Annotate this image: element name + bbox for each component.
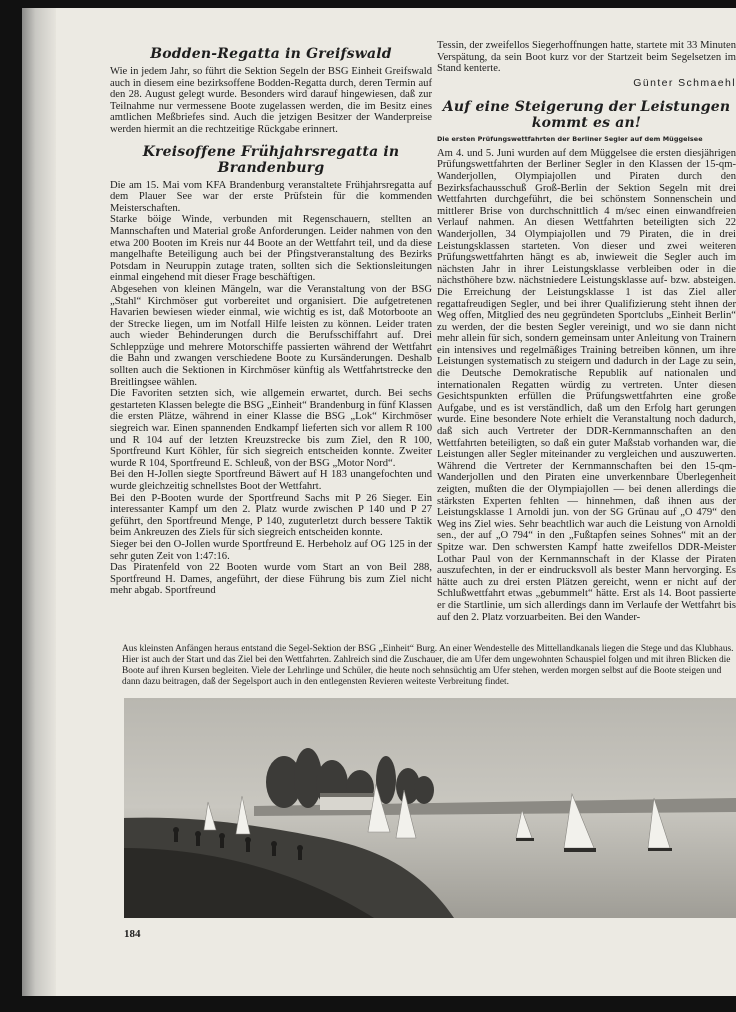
article-body-bodden-regatta: Wie in jedem Jahr, so führt die Sektion Segeln der BSG Einheit Greifswald auch in diesem eine bezirksoffene Bodden-Regatta durch, deren Termin auf den 28. August gelegt wurde. Besonders wird darauf hingewiesen, daß zur Teilnahme nur vermessene Boote zugelassen werden, die im Besitz eines amtlichen Meßbriefes sind. Auch die jetzigen Besitzer der Wanderpreise werden hiermit an die rechtzeitige Rückgabe erinnert. xyxy=(110,66,432,135)
article-headline-steigerung: Auf eine Steigerung der Leistungen kommt es an! xyxy=(442,98,731,131)
left-column xyxy=(110,40,432,597)
photo-caption: Aus kleinsten Anfängen heraus entstand die Segel-Sektion der BSG „Einheit“ Burg. An einer Wendestelle des Mittellandkanals liegen die Stege und das Klubhaus. Hier ist auch der Start und das Ziel bei den Wettfahrten. Zahlreich sind die Zuschauer, die am Ufer dem ungewohnten Schauspiel folgen und mit ihren Blicken die Boote auf ihren Kursen begleiten. Viele der Lehrlinge und Schüler, die heute noch sehnsüchtig am Ufer stehen, werden morgen selbst auf die Boote steigen und dann dazu beitragen, daß der Segelsport auch in den entlegensten Revieren weiteste Verbreitung findet. xyxy=(122,644,734,687)
article-headline-fruehjahrsregatta: Kreisoffene Frühjahrsregatta in Brandenburg xyxy=(142,143,400,176)
article-body-steigerung: Am 4. und 5. Juni wurden auf dem Müggelsee die ersten diesjährigen Prüfungswettfahrten der Berliner Segler in den Klassen der 15-qm-Wanderjollen, Olympiajollen und Piraten durch den Bezirksfachausschuß Groß-Berlin der Sektion Segeln mit drei Wettfahrten durchgeführt, die bei schönstem Sonnenschein und mittlerer Brise von durchschnittlich 4 m/sec einen einwandfreien Verlauf nahmen. An diesen Wettfahrten beteiligten sich 22 Wanderjollen, 34 Olympiajollen und 79 Piraten, die in drei Leistungsklassen starteten. Von dieser und zwei weiteren Prüfungswettfahrten hängt es ab, inwieweit die Segler auch im nächsten Jahr in ihrer Leistungsklasse verbleiben oder in die nächsthöhere bzw. nächstniedere Leistungsklasse auf- bzw. absteigen. Die Erreichung der Leistungsklasse 1 ist das Ziel aller regattafreudigen Segler, und bei ihrer Qualifizierung steht ihnen der Weg offen, Mitglied des neu gegründeten Sportclubs „Einheit Berlin“ zu werden, der die besten Segler vereinigt, und wo sie dann nicht mehr allein für sich, sondern gemeinsam unter Anleitung von Trainern ein intensives und regelmäßiges Training betreiben können, um ihre Leistungen systematisch zu steigern und dadurch in der Lage zu sein, die Deutsche Demokratische Republik auf nationalen und internationalen Regatten würdig zu vertreten. Unter diesen Gesichtspunkten erfüllen die Prüfungswettfahrten eine große Aufgabe, und es ist verständlich, daß um den Erfolg hart gerungen wurde. Eine besondere Note erhielt die Veranstaltung noch dadurch, daß sich auch Vertreter der DDR-Kernmannschaften an den Wettfahrten beteiligten, so daß ein guter Maßstab vorhanden war, die Leistungen aller Segler miteinander zu vergleichen und auszuwerten. Während die Vertreter der Kernmannschaften bei den 15-qm-Wanderjollen und den Piraten eine unverkennbare Überlegenheit zeigten, mußten die der Olympiajollen — bei denen allerdings die stärksten Experten fehlten — hinnehmen, daß ihnen aus der Leistungsklasse 1 Arnoldi jun. von der SG Grünau auf „O 479“ den Weg ins Ziel wies. Sehr beachtlich war auch die Leistung von Arnoldi sen., der auf „O 794“ in den „Fußtapfen seines Sohnes“ mit an der Spitze war. Den schwersten Kampf hatte zweifellos DDR-Meister Lothar Paul von der Kernmannschaft in der Klasse der Piraten auszufechten, in der er eindrucksvoll als bester Mann hervorging. Es hätte auch zu drei ersten Plätzen gereicht, wenn er nicht auf der Schlußwettfahrt etwas „gebummelt“ hätte. Erst als 14. Boot passierte er die Startlinie, um sich allerdings dann im Verlaufe der Wettfahrt bis auf den 2. Platz vorzuarbeiten. Bei den Wander- xyxy=(437,147,736,623)
article-headline-bodden-regatta: Bodden-Regatta in Greifswald xyxy=(150,46,392,62)
sailing-photo-image xyxy=(124,698,736,918)
article-continuation: Tessin, der zweifellos Siegerhoffnungen hatte, startete mit 33 Minuten Verspätung, da sein Boot kurz vor der Startzeit beim Segelsetzen im Stand kenterte. xyxy=(437,40,736,75)
author-signature: Günter Schmaehl xyxy=(633,76,736,89)
article-body-fruehjahrsregatta: Die am 15. Mai vom KFA Brandenburg veranstaltete Frühjahrsregatta auf dem Plauer See war der erste Prüfstein für die kommenden Meisterschaften. Starke böige Winde, verbunden mit Regenschauern, stellten an Mannschaften und Material große Anforderungen. Leider nahmen von den etwa 200 Booten im Kreis nur 44 Boote an der Wettfahrt teil, und da diese mangelhafte Beteiligung auch bei der Pfingstveranstaltung des Bezirks Potsdam in Neuruppin zutage traten, sollten sich die Sektionsleitungen einmal eingehend mit dieser Frage beschäftigen. Abgesehen von kleinen Mängeln, war die Veranstaltung von der BSG „Stahl“ Kirchmöser gut vorbereitet und organisiert. Die aufgetretenen Havarien bewiesen wieder einmal, wie wichtig es ist, daß Motorboote an der Strecke liegen, um im Notfall Hilfe leisten zu können. Leider traten auch wieder Behinderungen durch die Berufsschiffahrt auf. Drei Schleppzüge und mehrere Motorschiffe passierten während der Wettfahrt die Bahn und zwangen verschiedene Boote zu Kursänderungen. Deshalb sollten auch die Sektionen in Kirchmöser künftig als Wettfahrtstrecke den Breitlingsee wählen. Die Favoriten setzten sich, wie allgemein erwartet, durch. Bei sechs gestarteten Klassen belegte die BSG „Einheit“ Brandenburg in fünf Klassen die ersten Plätze, während in einer Klasse die BSG „Lok“ Kirchmöser siegreich war. Einen spannenden Endkampf lieferten sich vor allem R 100 und R 104 auf der letzten Kreuzstrecke bis zum Ziel, den R 100, Sportfreund Kurt Köhler, für sich siegreich entscheiden konnte. Zweiter wurde R 104, Sportfreund E. Schleuß, von der BSG „Motor Nord“. Bei den H-Jollen siegte Sportfreund Bäwert auf H 183 unangefochten und wurde gleichzeitig schnellstes Boot der Wettfahrt. Bei den P-Booten wurde der Sportfreund Sachs mit P 26 Sieger. Ein interessanter Kampf um den 2. Platz wurde zwischen P 140 und P 27 geführt, den Sportfreund Menge, P 140, zuguterletzt durch bessere Taktik beim Ankreuzen des Ziels für sich siegreich entscheiden konnte. Sieger bei den O-Jollen wurde Sportfreund E. Herbeholz auf OG 125 in der sehr guten Zeit von 1:47:16. Das Piratenfeld von 22 Booten wurde vom Start an von Beil 288, Sportfreund H. Dames, angeführt, der diese Führung bis zum Ziel nicht mehr abgab. Sportfreund xyxy=(110,179,432,597)
article-subhead-steigerung: Die ersten Prüfungswettfahrten der Berliner Segler auf dem Müggelsee xyxy=(437,134,703,143)
right-column xyxy=(437,40,736,623)
book-gutter xyxy=(22,8,56,996)
page-number: 184 xyxy=(124,928,141,940)
sailing-photo xyxy=(124,698,736,918)
